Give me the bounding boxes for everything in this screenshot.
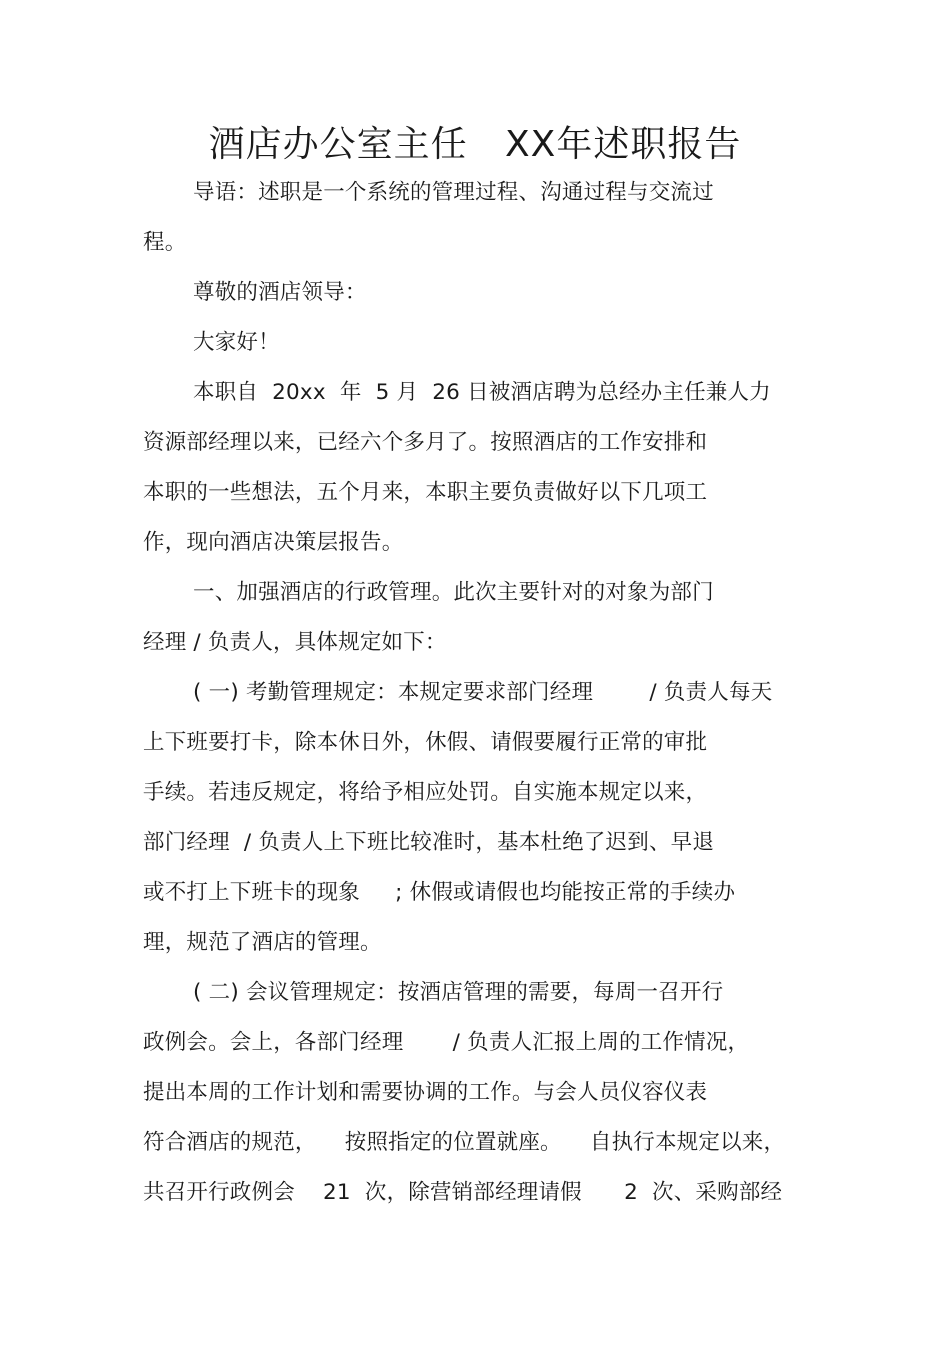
paragraph-line: 经理 / 负责人，具体规定如下：: [143, 630, 447, 655]
paragraph-line: 资源部经理以来，已经六个多月了。按照酒店的工作安排和: [143, 430, 708, 455]
paragraph-line: 共召开行政例会 21 次，除营销部经理请假 2 次、采购部经: [143, 1180, 783, 1205]
paragraph-line: 程。: [143, 230, 187, 255]
paragraph-line: 本职的一些想法，五个月来，本职主要负责做好以下几项工: [143, 480, 708, 505]
paragraph-line: 部门经理 / 负责人上下班比较准时，基本杜绝了迟到、早退: [143, 830, 715, 855]
paragraph-line: 符合酒店的规范， 按照指定的位置就座。 自执行本规定以来，: [143, 1130, 786, 1155]
document-title: 酒店办公室主任 XX年述职报告: [208, 124, 742, 165]
paragraph-line: ( 二) 会议管理规定：按酒店管理的需要，每周一召开行: [193, 980, 724, 1005]
paragraph-line: 或不打上下班卡的现象 ; 休假或请假也均能按正常的手续办: [143, 880, 736, 905]
paragraph-line: 理，规范了酒店的管理。: [143, 930, 382, 955]
paragraph-line: 手续。若违反规定，将给予相应处罚。自实施本规定以来，: [143, 780, 708, 805]
paragraph-line: 上下班要打卡，除本休日外，休假、请假要履行正常的审批: [143, 730, 708, 755]
paragraph-line: 大家好！: [193, 330, 280, 355]
paragraph-line: 一、加强酒店的行政管理。此次主要针对的对象为部门: [193, 580, 714, 605]
paragraph-line: 政例会。会上，各部门经理 / 负责人汇报上周的工作情况，: [143, 1030, 750, 1055]
paragraph-line: ( 一) 考勤管理规定：本规定要求部门经理 / 负责人每天: [193, 680, 773, 705]
paragraph-line: 尊敬的酒店领导：: [193, 280, 367, 305]
paragraph-line: 作，现向酒店决策层报告。: [143, 530, 404, 555]
paragraph-line: 导语：述职是一个系统的管理过程、沟通过程与交流过: [193, 180, 714, 205]
paragraph-line: 提出本周的工作计划和需要协调的工作。与会人员仪容仪表: [143, 1080, 708, 1105]
paragraph-line: 本职自 20xx 年 5 月 26 日被酒店聘为总经办主任兼人力: [193, 380, 771, 405]
